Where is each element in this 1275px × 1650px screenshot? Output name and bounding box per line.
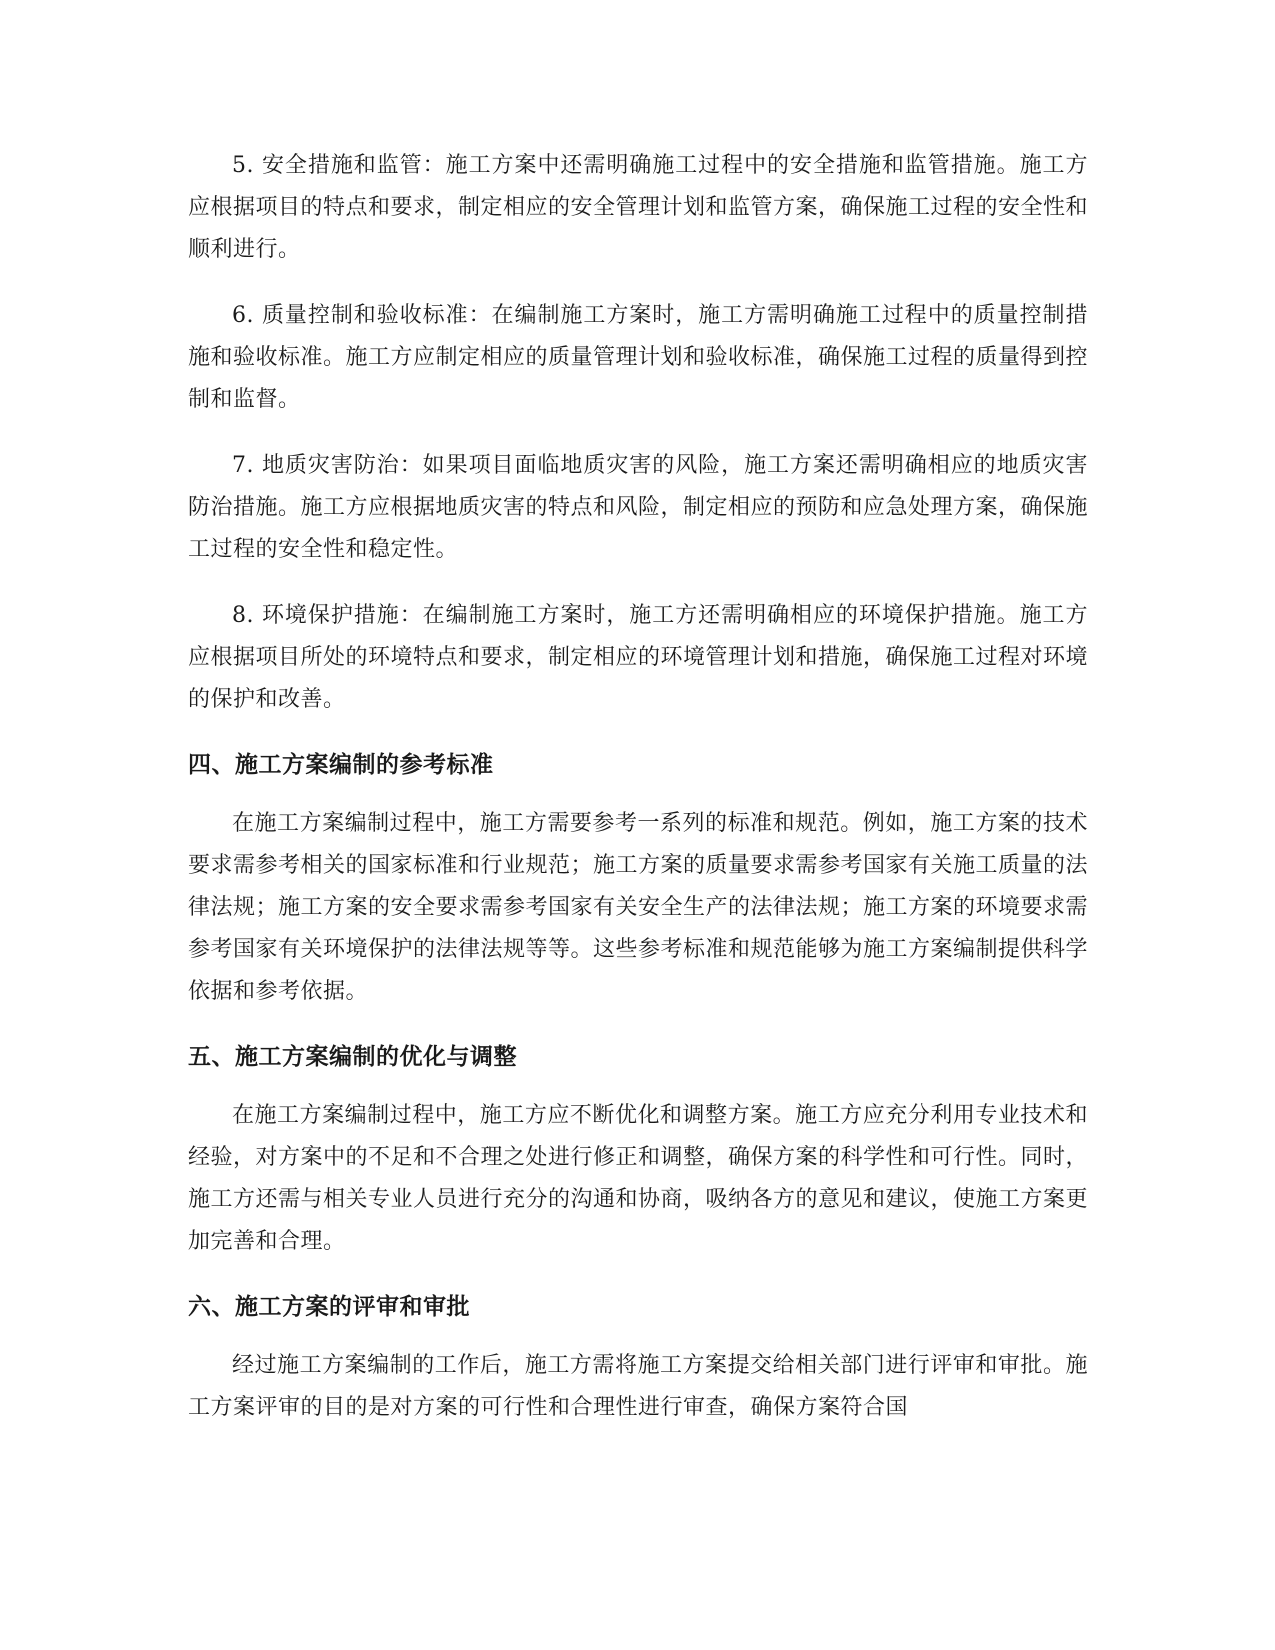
paragraph-safety-measures: 5. 安全措施和监管：施工方案中还需明确施工过程中的安全措施和监管措施。施工方应根据项目的特点和要求，制定相应的安全管理计划和监管方案，确保施工过程的安全性和顺利进行。 xyxy=(188,153,1089,262)
paragraph-geological-hazards: 7. 地质灾害防治：如果项目面临地质灾害的风险，施工方案还需明确相应的地质灾害防治措施。施工方应根据地质灾害的特点和风险，制定相应的预防和应急处理方案，确保施工过程的安全性和稳定性。 xyxy=(188,453,1089,562)
paragraph-environmental-protection: 8. 环境保护措施：在编制施工方案时，施工方还需明确相应的环境保护措施。施工方应根据项目所处的环境特点和要求，制定相应的环境管理计划和措施，确保施工过程对环境的保护和改善。 xyxy=(188,603,1089,712)
paragraph-reference-standards: 在施工方案编制过程中，施工方需要参考一系列的标准和规范。例如，施工方案的技术要求需参考相关的国家标准和行业规范；施工方案的质量要求需参考国家有关施工质量的法律法规；施工方案的安全要求需参考国家有关安全生产的法律法规；施工方案的环境要求需参考国家有关环境保护的法律法规等等。这些参考标准和规范能够为施工方案编制提供科学依据和参考依据。 xyxy=(188,811,1089,1004)
section-heading-optimization: 五、施工方案编制的优化与调整 xyxy=(188,1044,517,1070)
document-page xyxy=(188,145,1088,1453)
section-heading-reference-standards: 四、施工方案编制的参考标准 xyxy=(188,752,494,778)
section-heading-review-approval: 六、施工方案的评审和审批 xyxy=(188,1294,470,1320)
paragraph-quality-control: 6. 质量控制和验收标准：在编制施工方案时，施工方需明确施工过程中的质量控制措施和验收标准。施工方应制定相应的质量管理计划和验收标准，确保施工过程的质量得到控制和监督。 xyxy=(188,303,1089,412)
paragraph-review-approval: 经过施工方案编制的工作后，施工方需将施工方案提交给相关部门进行评审和审批。施工方案评审的目的是对方案的可行性和合理性进行审查，确保方案符合国 xyxy=(188,1353,1088,1420)
paragraph-optimization: 在施工方案编制过程中，施工方应不断优化和调整方案。施工方应充分利用专业技术和经验，对方案中的不足和不合理之处进行修正和调整，确保方案的科学性和可行性。同时，施工方还需与相关专业人员进行充分的沟通和协商，吸纳各方的意见和建议，使施工方案更加完善和合理。 xyxy=(188,1103,1089,1254)
